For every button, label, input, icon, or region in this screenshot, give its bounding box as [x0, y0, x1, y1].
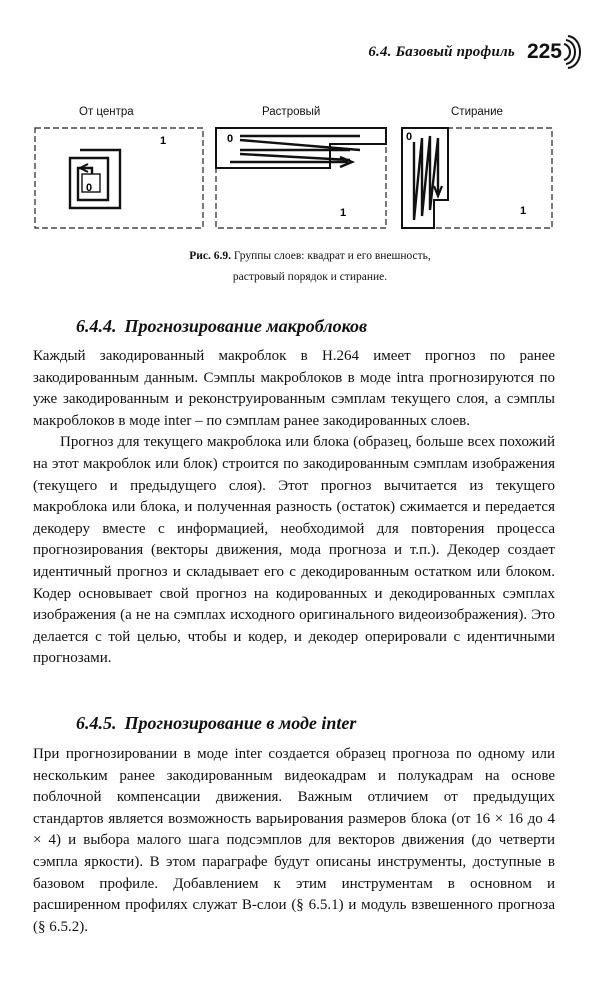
section-number: 6.4.5. [76, 713, 117, 733]
paragraph: Прогноз для текущего макроблока или блока (образец, больше всех похожий на этот макроблок или блок) строится по закодированным сэмплам изображения (текущего и предыдущего слоя). Этот прогноз вычитается из текущего макроблока или блока, и полученная разность (остаток) сжимается и передается декодеру вместе с информацией, необходимой для повторения процесса прогнозирования (векторы движения, мода прогноза и т.п.). Декодер создает идентичный прогноз и складывает его с декодированным остатком или блоком. Кодер основывает свой прогноз на кодированных и декодированных сэмплах изображения (а не на сэмплах исходного оригинального видеоизображения). Это делается с той целью, чтобы и кодер, и декодер оперировали с идентичными прогнозами. [33, 434, 555, 667]
section-heading-6-4-4 [76, 316, 367, 337]
raster-zero-mark: 0 [227, 133, 234, 145]
center-one-mark: 1 [160, 135, 167, 147]
paragraph: Каждый закодированный макроблок в H.264 имеет прогноз по ранее закодированным данным. Сэмплы макроблоков в моде intra прогнозируются по уже закодированным и реконструированным сэмплам текущего слоя, а сэмплы макроблоков в моде inter – по сэмплам ранее закодированных слоев. [33, 348, 555, 429]
label-center: От центра [79, 106, 134, 118]
section-title: Прогнозирование в моде inter [124, 713, 357, 733]
wipe-zero-mark: 0 [406, 131, 413, 143]
page-corner-swirl-icon [560, 34, 586, 70]
page-number: 225 [526, 40, 562, 63]
label-raster: Растровый [262, 106, 321, 118]
section-heading-6-4-5 [76, 713, 356, 734]
panel-wipe [402, 128, 552, 228]
section-6-4-4-body [33, 346, 555, 670]
figure-caption-line2: растровый порядок и стирание. [232, 271, 388, 283]
center-zero-mark: 0 [86, 182, 93, 194]
section-6-4-5-body [33, 744, 555, 938]
figure-caption [80, 246, 540, 288]
panel-raster [216, 128, 386, 228]
raster-one-mark: 1 [340, 207, 347, 219]
section-title: Прогнозирование макроблоков [124, 316, 368, 336]
paragraph: При прогнозировании в моде inter создается образец прогноза по одному или нескольким ранее закодированным видеокадрам и полукадрам на основе поблочной компенсации движения. Важным отличием от предыдущих стандартов является возможность варьирования размеров блока (от 16 × 16 до 4 × 4) и выбора малого шага подсэмплов для векторов движения (до четверти сэмпла яркости). В этом параграфе будут описаны инструменты, доступные в базовом профиле. Добавлением к этим инструментам в основном и расширенном профилях служат B-слои (§ 6.5.1) и модуль взвешенного прогноза (§ 6.5.2). [33, 746, 555, 935]
panel-center [35, 128, 203, 228]
figure-slice-groups [30, 124, 560, 236]
wipe-one-mark: 1 [520, 205, 527, 217]
header-section-title: 6.4. Базовый профиль [368, 43, 515, 60]
section-number: 6.4.4. [76, 316, 117, 336]
figure-caption-line1: Группы слоев: квадрат и его внешность, [233, 250, 431, 262]
label-wipe: Стирание [451, 106, 503, 118]
figure-caption-label: Рис. 6.9. [189, 250, 231, 262]
running-header [368, 34, 586, 70]
